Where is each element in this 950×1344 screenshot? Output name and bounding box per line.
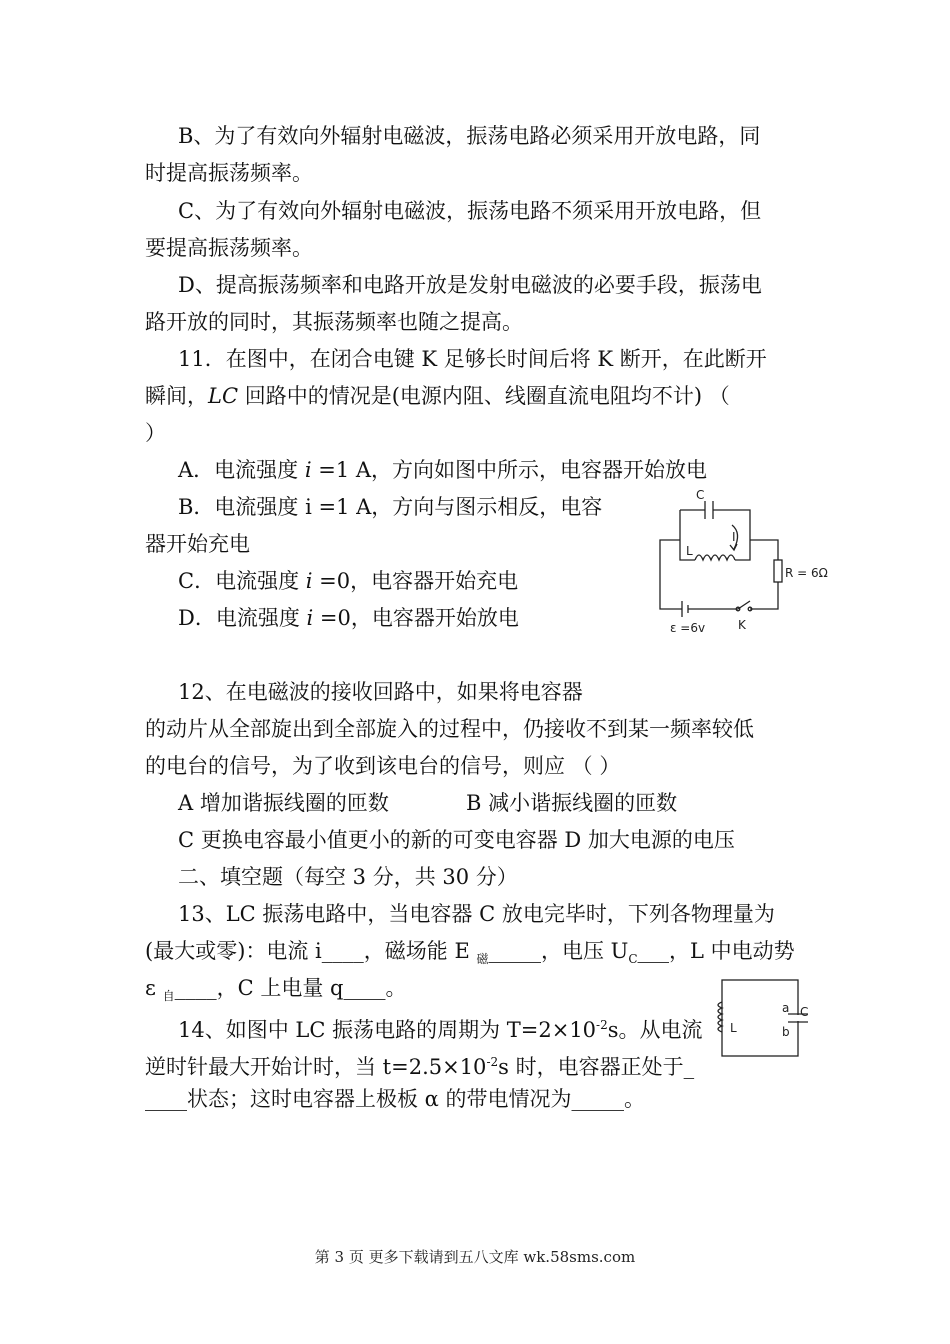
option-d-line-2: 路开放的同时，其振荡频率也随之提高。 (145, 310, 523, 334)
question-12-line-3: 的电台的信号，为了收到该电台的信号，则应 （ ） (145, 754, 621, 778)
q12-options-cd: C 更换电容最小值更小的新的可变电容器 D 加大电源的电压 (178, 828, 735, 852)
fig1-label-k: K (738, 618, 746, 632)
fig1-label-i: I (732, 530, 736, 544)
question-14-line-2: 逆时针最大开始计时，当 $t=2.5\times 10^{-2}s$ 时，电容器正处于_ (145, 1055, 695, 1079)
question-12-line-1: 12、在电磁波的接收回路中，如果将电容器 (178, 680, 583, 704)
q11-option-b-line-2: 器开始充电 (145, 532, 250, 556)
option-c-line-1: C、为了有效向外辐射电磁波，振荡电路不须采用开放电路，但 (178, 199, 762, 223)
fig1-label-e: ε =6v (670, 621, 706, 635)
lc-circuit-diagram (650, 485, 840, 635)
question-11-line-3: ） (145, 421, 166, 445)
q11-option-c: C．电流强度 i =0，电容器开始充电 (178, 569, 519, 593)
q11-option-b-line-1: B．电流强度 i =1 A，方向与图示相反，电容 (178, 495, 603, 519)
q12-option-b: B 减小谐振线圈的匝数 (466, 791, 678, 815)
question-13-line-2: (最大或零)：电流 i____，磁场能 E $_磁$_____，电压 $U_C\_\_\_$，L 中电动势 (145, 939, 795, 967)
option-d-line-1: D、提高振荡频率和电路开放是发射电磁波的必要手段，振荡电 (178, 273, 762, 297)
fig2-label-c: C (800, 1005, 809, 1019)
q11-option-d: D．电流强度 i =0，电容器开始放电 (178, 606, 519, 630)
question-14-line-1: 14、如图中 LC 振荡电路的周期为 $T=2\times 10^{-2}s$。从电流 (178, 1018, 703, 1042)
question-14-line-3: ____状态；这时电容器上极板 α 的带电情况为_____。 (145, 1087, 646, 1111)
fig1-label-r: R = 6Ω (785, 566, 828, 580)
option-b-line-2: 时提高振荡频率。 (145, 161, 313, 185)
fig1-label-l: L (686, 544, 693, 558)
section-fill-in-title: 二、填空题（每空 3 分，共 30 分） (178, 865, 518, 889)
page-footer: 第 3 页 更多下载请到五八文库 wk.58sms.com (314, 1248, 636, 1266)
question-13-line-1: 13、LC 振荡电路中，当电容器 C 放电完毕时，下列各物理量为 (178, 902, 775, 926)
question-12-line-2: 的动片从全部旋出到全部旋入的过程中，仍接收不到某一频率较低 (145, 717, 754, 741)
question-11-line-2: 瞬间，LC 回路中的情况是(电源内阻、线圈直流电阻均不计) （ (145, 384, 730, 408)
q11-option-a: A．电流强度 i =1 A，方向如图中所示，电容器开始放电 (178, 458, 708, 482)
fig1-label-c: C (696, 488, 705, 502)
q12-option-a: A 增加谐振线圈的匝数 (178, 791, 389, 815)
question-11-line-1: 11．在图中，在闭合电键 K 足够长时间后将 K 断开，在此断开 (178, 347, 767, 371)
option-c-line-2: 要提高振荡频率。 (145, 236, 313, 260)
fig2-label-l: L (730, 1021, 737, 1035)
fig2-label-a: a (782, 1001, 790, 1015)
option-b-line-1: B、为了有效向外辐射电磁波，振荡电路必须采用开放电路，同 (178, 124, 761, 148)
lc-oscillation-diagram (710, 972, 820, 1064)
fig2-label-b: b (782, 1025, 790, 1039)
question-13-line-3: ε $_自$____，C 上电量 q____。 (145, 976, 407, 1004)
